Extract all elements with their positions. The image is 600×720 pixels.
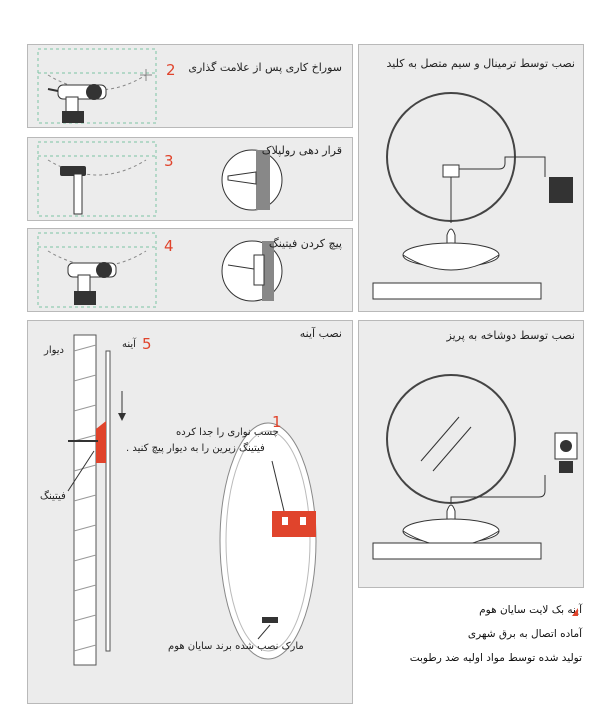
- mirror-install-panel: [27, 320, 353, 704]
- step1-number: 1: [272, 413, 282, 431]
- step-plug-panel: [27, 137, 353, 221]
- install-terminal-panel: [358, 44, 584, 312]
- plug-illustration-panel: [359, 321, 585, 589]
- step-screw-panel: [27, 228, 353, 312]
- wall-label: دیوار: [44, 345, 65, 356]
- step-number-2: 2: [166, 61, 176, 79]
- drill-icon: [48, 84, 106, 123]
- terminal-illustration: [359, 45, 585, 313]
- triangle-bullet-icon: [572, 608, 578, 616]
- mirror-step-number: 5: [142, 335, 152, 353]
- step-screw-label: پیچ کردن فیتینگ: [268, 237, 342, 250]
- fitting-label: فیتینگ: [40, 491, 66, 502]
- mirror-label: آینه: [122, 339, 136, 350]
- install-plug-panel: [358, 320, 584, 588]
- step-drill-panel: [27, 44, 353, 128]
- hammer-icon: [60, 166, 86, 214]
- step1-text-line2: فیتینگ زیرین را به دیوار پیچ کنید .: [126, 443, 265, 454]
- step-drill-label: سوراخ کاری پس از علامت گذاری: [188, 61, 342, 74]
- step-plug-label: قرار دهی رولپلاک: [261, 144, 342, 157]
- note-line3: تولید شده توسط مواد اولیه ضد رطوبت: [409, 652, 582, 664]
- note-line2: آماده اتصال به برق شهری: [467, 628, 582, 640]
- mirror-install-title: نصب آینه: [299, 327, 342, 340]
- plug-zoom-circle: [222, 150, 282, 210]
- step-number-3: 3: [164, 152, 174, 170]
- drill-icon: [68, 262, 116, 305]
- install-terminal-title: نصب توسط ترمینال و سیم متصل به کلید: [386, 57, 575, 70]
- fitting-zoom-circle: [222, 241, 282, 301]
- drill-illustration: [28, 45, 354, 129]
- brand-mark-label: مارک نصب شده برند سایان هوم: [168, 641, 304, 652]
- install-plug-title: نصب توسط دوشاخه به پریز: [446, 329, 575, 342]
- step1-text-line1: چسب نواری را جدا کرده: [176, 427, 279, 438]
- note-line1: آینه بک لایت سایان هوم: [479, 604, 582, 616]
- step-number-4: 4: [164, 237, 174, 255]
